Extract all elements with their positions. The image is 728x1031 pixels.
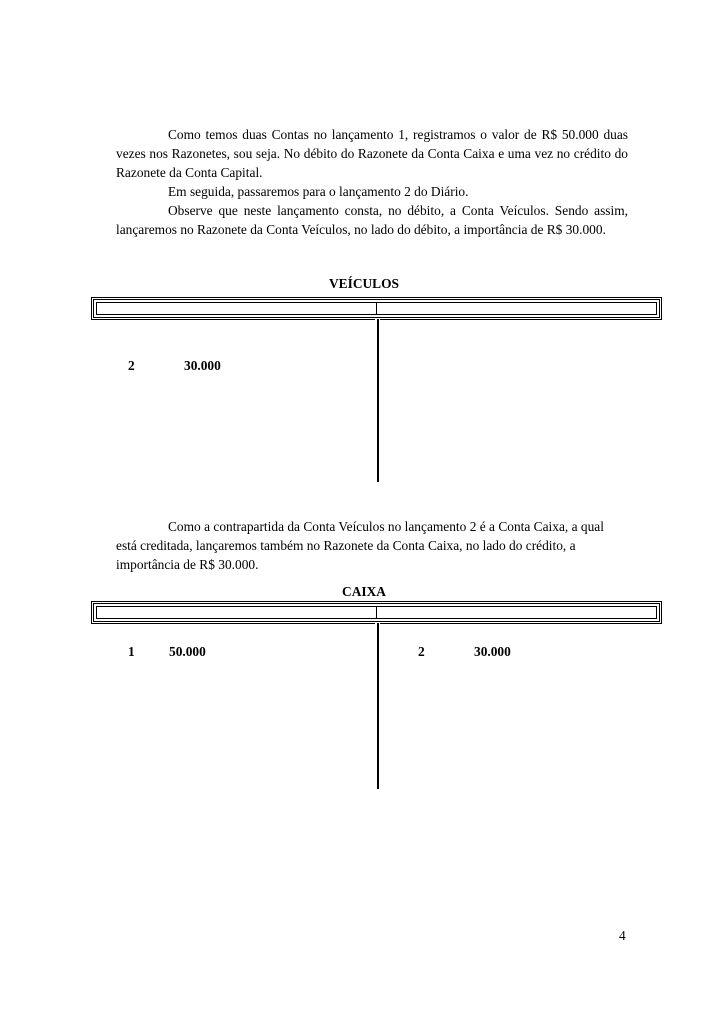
- debit-entry-number: 1: [128, 644, 135, 659]
- debit-entry-value: 30.000: [184, 358, 221, 373]
- account-title-caixa: CAIXA: [342, 584, 386, 599]
- debit-entry-value: 50.000: [169, 644, 206, 659]
- t-account-header-caixa: [91, 601, 662, 624]
- credit-entry-value: 30.000: [474, 644, 511, 659]
- page-number: 4: [619, 928, 626, 943]
- paragraph-lancamento-2: Em seguida, passaremos para o lançamento 2 do Diário.: [168, 184, 469, 199]
- t-account-header-veiculos: [91, 297, 662, 320]
- paragraph-contrapartida: Como a contrapartida da Conta Veículos no lançamento 2 é a Conta Caixa, a qual está creditada, lançaremos também no Razonete da Conta Caixa, no lado do crédito, a importância de R$ 30.000.: [116, 519, 604, 572]
- paragraph-lancamento-1: Como temos duas Contas no lançamento 1, registramos o valor de R$ 50.000 duas vezes nos Razonetes, sou seja. No débito do Razonete da Conta Caixa e uma vez no crédito do Razonete da Conta Capital.: [116, 127, 628, 180]
- t-account-divider-veiculos: [375, 318, 380, 483]
- middle-text: [116, 517, 616, 574]
- paragraph-conta-veiculos: Observe que neste lançamento consta, no débito, a Conta Veículos. Sendo assim, lançaremos no Razonete da Conta Veículos, no lado do débito, a importância de R$ 30.000.: [116, 203, 628, 237]
- credit-entry-number: 2: [418, 644, 425, 659]
- intro-text: [116, 125, 628, 239]
- account-title-veiculos: VEÍCULOS: [329, 276, 399, 291]
- t-account-divider-caixa: [375, 622, 380, 790]
- debit-entry-number: 2: [128, 358, 135, 373]
